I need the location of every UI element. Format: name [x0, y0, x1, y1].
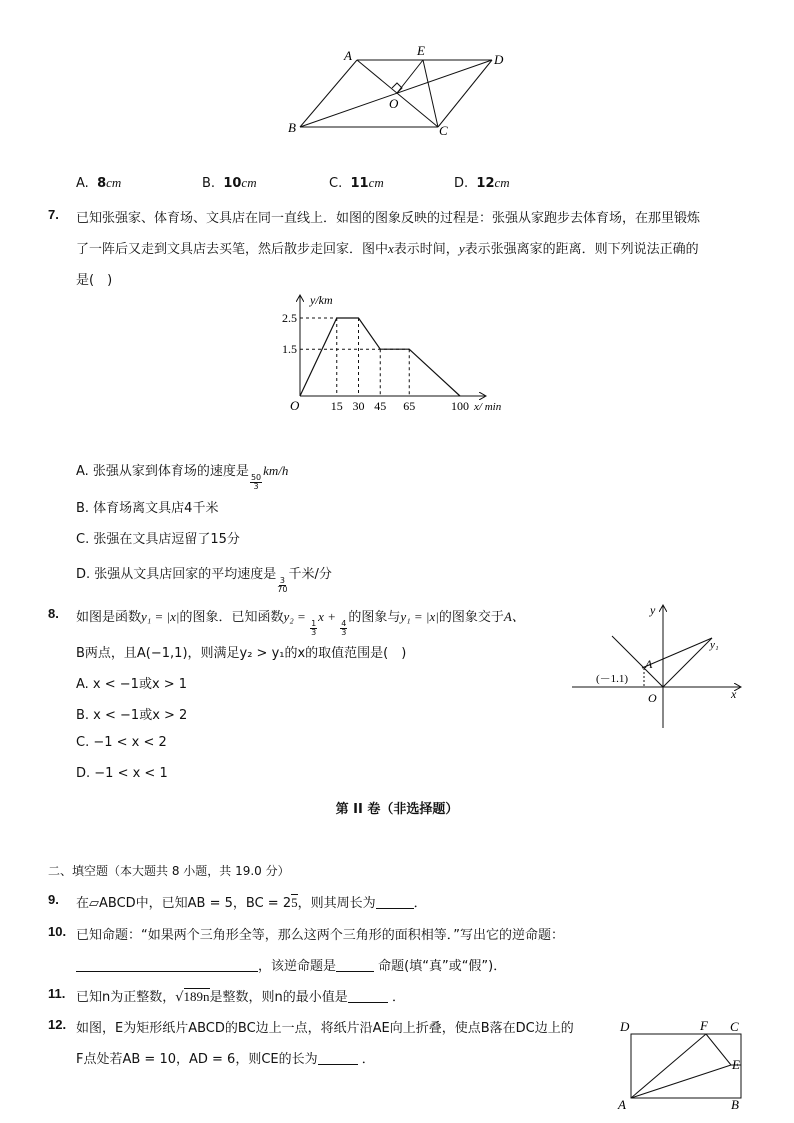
q6-figure — [280, 40, 520, 140]
segment-af — [631, 1034, 706, 1098]
x-tick-label-100: 100 — [451, 399, 469, 413]
label-b: B — [731, 1097, 739, 1112]
label-e: E — [732, 1057, 740, 1072]
q7-line1: 已知张强家、体育场、文具店在同一直线上．如图的图象反映的过程是：张强从家跑步去体育场，在那里锻炼 — [76, 211, 701, 226]
origin-label: O — [290, 398, 300, 413]
q12-figure — [612, 1016, 752, 1116]
label-c: C — [730, 1019, 739, 1034]
y-axis-label: y/km — [310, 293, 333, 307]
q8-line2: B两点，且A(−1,1)，则满足y₂ > y₁的x的取值范围是( ) — [76, 646, 407, 661]
x-label: x — [731, 687, 737, 701]
y-tick-label-2.5: 2.5 — [282, 311, 297, 325]
y2-line — [642, 638, 712, 668]
q8-option-d[interactable]: D. −1 < x < 1 — [76, 766, 168, 781]
rectangle-abcd — [631, 1034, 741, 1098]
q7-line3: 是( ) — [76, 273, 113, 288]
q7-line2: 了一阵后又走到文具店去买笔，然后散步走回家．图中x表示时间，y表示张强离家的距离．则下列说法正确的 — [76, 241, 699, 257]
q6-option-d[interactable]: D. 12cm — [454, 175, 510, 191]
point-coordinate: (－1.1) — [596, 673, 629, 685]
y-label: y — [650, 603, 656, 617]
q8-option-c[interactable]: C. −1 < x < 2 — [76, 735, 167, 750]
q9-text: 在▱ABCD中，已知AB = 5，BC = 25，则其周长为 ． — [76, 895, 427, 911]
origin-label: O — [648, 691, 657, 705]
y-tick-label-1.5: 1.5 — [282, 342, 297, 357]
q8-figure — [568, 598, 748, 733]
q6-option-c[interactable]: C. 11cm — [329, 175, 384, 191]
q7-graph — [270, 288, 520, 423]
q10-line2: ，该逆命题是 命题(填“真”或“假”)． — [76, 955, 506, 974]
q7-option-d[interactable]: D. 张强从文具店回家的平均速度是 $\frac{3}{70}$ 千米/分 — [76, 567, 332, 594]
label-c: C — [439, 123, 448, 138]
q9-number: 9. — [48, 892, 59, 907]
q12-number: 12. — [48, 1017, 67, 1032]
q12-answer-blank[interactable] — [318, 1050, 358, 1065]
segment-fe — [706, 1034, 731, 1065]
q11-answer-blank[interactable] — [348, 988, 388, 1003]
q8-option-a[interactable]: A. x < −1或x > 1 — [76, 677, 188, 692]
q10-number: 10. — [48, 924, 67, 939]
label-d: D — [620, 1019, 630, 1034]
q8-line1: 如图是函数y₁ = |x|的图象．已知函数y₂ = $\frac{1}{3}$ x + $\frac{4}{3}$ 的图象与y₁ = |x|的图象交于A、 — [76, 609, 525, 637]
q11-number: 11. — [48, 986, 66, 1001]
x-tick-label-15: 15 — [330, 399, 343, 413]
x-tick-label-65: 65 — [403, 399, 416, 413]
q7-option-a[interactable]: A. 张强从家到体育场的速度是 $\frac{50}{3}$ km/h — [76, 463, 289, 491]
label-o: O — [389, 96, 399, 111]
q8-number: 8. — [48, 606, 59, 621]
q10-line1: 已知命题：“如果两个三角形全等，那么这两个三角形的面积相等．”写出它的逆命题： — [76, 928, 564, 943]
edge-dc — [438, 60, 492, 127]
q9-answer-blank[interactable] — [376, 894, 414, 909]
q11-text: 已知n为正整数，√189n是整数，则n的最小值是 ． — [76, 989, 405, 1005]
x-tick-label-45: 45 — [374, 399, 387, 413]
x-axis-label: x/ min — [474, 401, 502, 413]
label-f: F — [700, 1018, 708, 1033]
y1-label: y₁ — [710, 639, 719, 651]
segment-eo — [397, 60, 423, 93]
label-e: E — [417, 43, 425, 58]
point-a-label: A — [645, 657, 653, 671]
q6-option-a[interactable]: A. 8cm — [76, 175, 122, 191]
label-a: A — [344, 48, 352, 63]
label-d: D — [494, 52, 504, 67]
q7-option-c[interactable]: C. 张强在文具店逗留了15分 — [76, 532, 240, 547]
section-title: 第 II 卷（非选择题） — [335, 802, 459, 817]
q7-option-b[interactable]: B. 体育场离文具店4千米 — [76, 501, 219, 516]
q10-converse-blank[interactable] — [76, 957, 258, 972]
q12-line2: F点处若AB = 10，AD = 6，则CE的长为 ． — [76, 1052, 375, 1067]
diagonal-ac — [357, 60, 438, 127]
section2-header: 二、填空题（本大题共 8 小题，共 19.0 分） — [48, 864, 290, 878]
segment-ae — [631, 1065, 731, 1098]
q12-line1: 如图，E为矩形纸片ABCD的BC边上一点，将纸片沿AE向上折叠，使点B落在DC边上的 — [76, 1021, 574, 1036]
q7-number: 7. — [48, 207, 59, 222]
label-b: B — [288, 120, 296, 135]
x-tick-label-30: 30 — [352, 399, 365, 413]
q8-option-b[interactable]: B. x < −1或x > 2 — [76, 708, 188, 723]
q10-truth-blank[interactable] — [336, 957, 374, 972]
label-a: A — [618, 1097, 626, 1112]
q6-option-b[interactable]: B. 10cm — [202, 175, 257, 191]
